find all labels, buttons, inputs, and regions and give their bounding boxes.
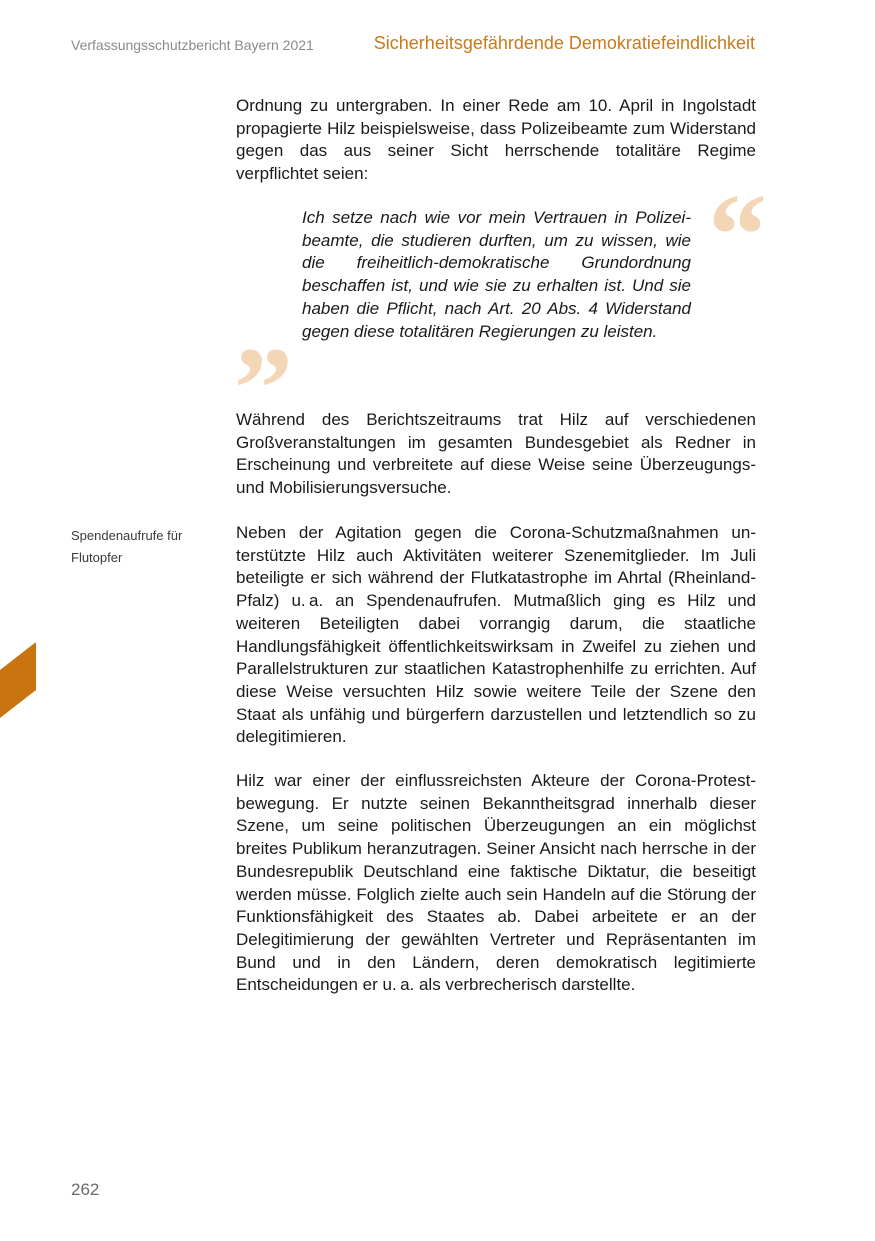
paragraph-events: Während des Berichtszeitraums trat Hilz auf verschiedenen Großveranstaltungen im gesamten Bundesgebiet als Redner in Erscheinung und verbreitete auf diese Weise seine Überzeugungs- und Mobilisierungsversuche. bbox=[236, 410, 756, 498]
open-quote-mark-icon: “ bbox=[708, 169, 767, 300]
quote-text: Ich setze nach wie vor mein Vertrauen in Polizeibeamte, die studieren durften, um zu wissen, wie die freiheitlich-demokratische Grundordnung beschaffen ist, und wie sie zu erhalten ist. Und sie haben die Pflicht, nach Art. 20 Abs. 4 Widerstand gegen diese totalitären Regierungen zu leisten. bbox=[302, 208, 691, 341]
section-tab-marker bbox=[0, 642, 36, 718]
page-number: 262 bbox=[71, 1180, 100, 1199]
paragraph-flood: Neben der Agitation gegen die Corona-Schutzmaßnahmen unterstützte Hilz auch Aktivitäten weiterer Szenemitglieder. Im Juli beteiligte er sich während der Flutkatastrophe im Ahrtal (Rheinland-Pfalz) u. a. an Spendenaufrufen. Mutmaßlich ging es Hilz und weiteren Beteiligten dabei vorrangig darum, die staatliche Handlungsfähigkeit öffentlichkeitswirksam in Zweifel zu ziehen und Parallelstrukturen zur staatlichen Katastrophenhilfe zu errichten. Auf diese Weise versuchten Hilz sowie weitere Teile der Szene den Staat als unfähig und bürgerfern darzustellen und letztendlich so zu delegitimieren. bbox=[236, 523, 756, 747]
paragraph-influence: Hilz war einer der einflussreichsten Akteure der Corona-Protestbewegung. Er nutzte seinen Bekanntheitsgrad innerhalb dieser Szene, um seine politischen Überzeugungen an ein möglichst breites Publikum heranzutragen. Seiner Ansicht nach herrsche in der Bundesrepublik Deutschland eine faktische Diktatur, die beseitigt werden müsse. Folglich zielte auch sein Handeln auf die Störung der Funktionsfähigkeit des Staates ab. Dabei arbeitete er an der Delegitimierung der gewählten Vertreter und Repräsentanten im Bund und in den Ländern, deren demokratisch legitimierte Entscheidungen er u. a. als verbrecherisch darstellte. bbox=[236, 771, 756, 995]
chapter-title: Sicherheitsgefährdende Demokratiefeindlichkeit bbox=[373, 33, 755, 53]
report-title: Verfassungsschutzbericht Bayern 2021 bbox=[71, 37, 314, 53]
margin-note: Spendenaufrufe für Flutopfer bbox=[71, 528, 183, 565]
close-quote-mark-icon: ” bbox=[234, 323, 293, 454]
paragraph-intro: Ordnung zu untergraben. In einer Rede am 10. April in Ingolstadt propagierte Hilz beispielsweise, dass Polizeibeamte zum Widerstand gegen das aus seiner Sicht herrschende totalitäre Regime verpflichtet seien: bbox=[236, 96, 756, 184]
